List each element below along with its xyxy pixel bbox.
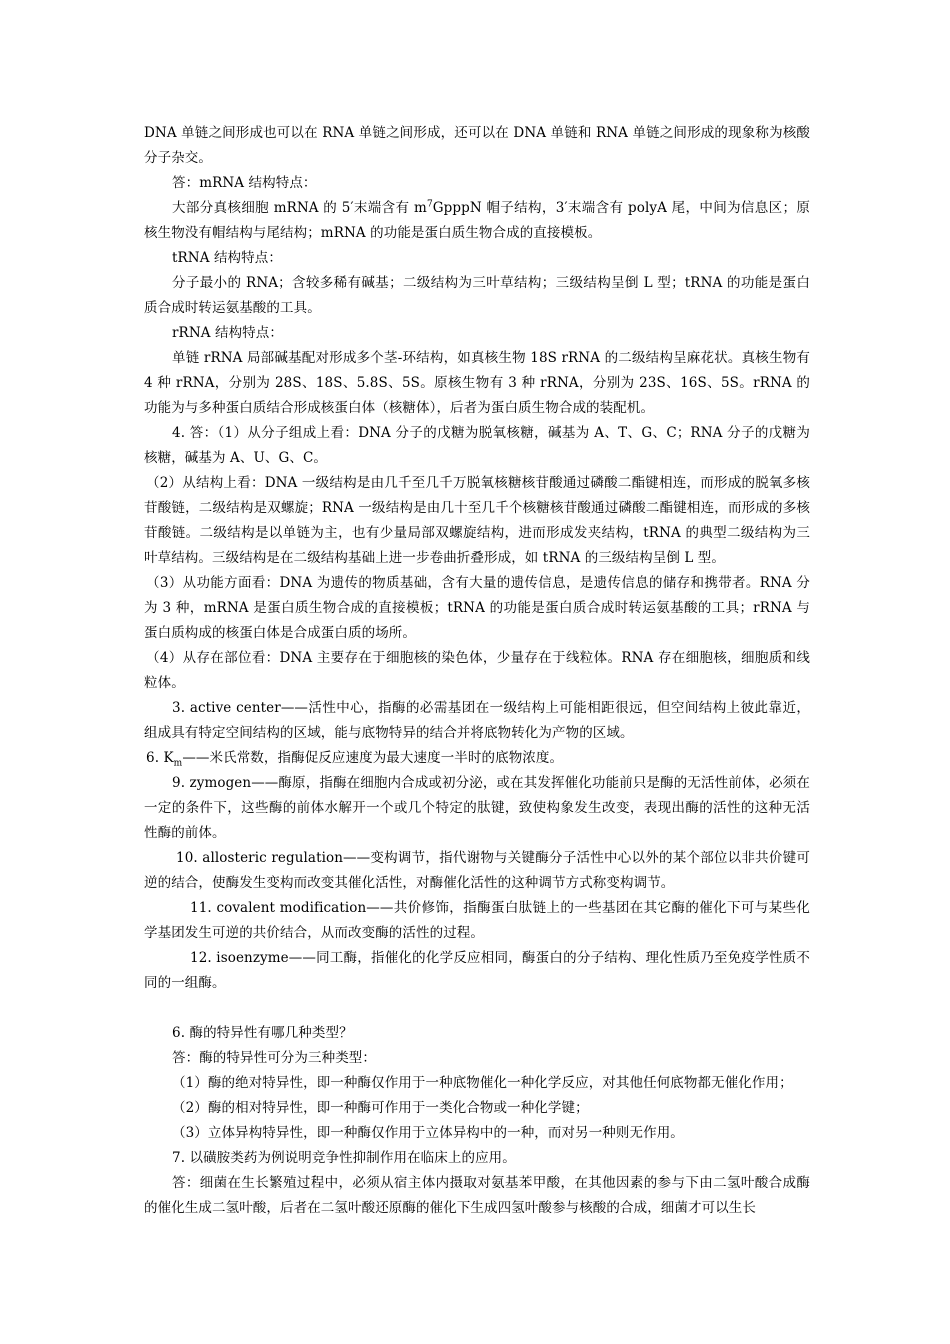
- paragraph-answer-6: 答：酶的特异性可分为三种类型：: [172, 1050, 376, 1066]
- paragraph-active-center: 3. active center——活性中心，指酶的必需基团在一级结构上可能相距很远，但空间结构上彼此靠近，组成具有特定空间结构的区域，能与底物特异的结合并将底物转化为产物的区域。: [144, 700, 810, 741]
- paragraph-isoenzyme: 12. isoenzyme——同工酶，指催化的化学反应相同，酶蛋白的分子结构、理化性质乃至免疫学性质不同的一组酶。: [144, 950, 810, 991]
- paragraph-question-7: 7. 以磺胺类药为例说明竞争性抑制作用在临床上的应用。: [172, 1150, 516, 1166]
- paragraph-answer-4-function: （3）从功能方面看：DNA 为遗传的物质基础，含有大量的遗传信息，是遗传信息的储存和携带者。RNA 分为 3 种，mRNA 是蛋白质生物合成的直接模板；tRNA 的功能是蛋白质合成时转运氨基酸的工具；rRNA 与蛋白质构成的核蛋白体是合成蛋白质的场所。: [144, 575, 810, 641]
- km-text-b: ——米氏常数，指酶促反应速度为最大速度一半时的底物浓度。: [182, 750, 564, 766]
- paragraph-answer-4-composition: 4. 答：（1）从分子组成上看：DNA 分子的戊糖为脱氧核糖，碱基为 A、T、G、C；RNA 分子的戊糖为核糖，碱基为 A、U、G、C。: [144, 425, 810, 466]
- paragraph-mrna-features: [144, 196, 810, 246]
- paragraph-trna-features: 分子最小的 RNA；含较多稀有碱基；二级结构为三叶草结构；三级结构呈倒 L 型；tRNA 的功能是蛋白质合成时转运氨基酸的工具。: [144, 275, 810, 316]
- paragraph-absolute-specificity: （1）酶的绝对特异性，即一种酶仅作用于一种底物催化一种化学反应，对其他任何底物都无催化作用；: [172, 1075, 793, 1091]
- paragraph-answer-4-structure: （2）从结构上看：DNA 一级结构是由几千至几千万脱氧核糖核苷酸通过磷酸二酯键相连，而形成的脱氧多核苷酸链，二级结构是双螺旋；RNA 一级结构是由几十至几千个核糖核苷酸通过磷酸二酯键相连，而形成的多核苷酸链。二级结构是以单链为主，也有少量局部双螺旋结构，进而形成发夹结构，tRNA 的典型二级结构为三叶草结构。三级结构是在二级结构基础上进一步卷曲折叠形成，如 tRNA 的三级结构呈倒 L 型。: [144, 475, 810, 566]
- paragraph-km: [144, 746, 810, 771]
- mrna-superscript: 7: [426, 199, 433, 210]
- mrna-text-b: GpppN 帽子结构，3′末端含有 polyA 尾，中间为信息区；原核生物没有帽结构与尾结构；mRNA 的功能是蛋白质生物合成的直接模板。: [144, 200, 810, 241]
- km-subscript: m: [173, 758, 183, 769]
- paragraph-question-6: 6. 酶的特异性有哪几种类型？: [172, 1025, 353, 1041]
- paragraph-mrna-heading: 答：mRNA 结构特点：: [172, 175, 317, 191]
- paragraph-trna-heading: tRNA 结构特点：: [172, 250, 282, 266]
- paragraph-relative-specificity: （2）酶的相对特异性，即一种酶可作用于一类化合物或一种化学键；: [172, 1100, 589, 1116]
- paragraph-zymogen: 9. zymogen——酶原，指酶在细胞内合成或初分泌，或在其发挥催化功能前只是酶的无活性前体，必须在一定的条件下，这些酶的前体水解开一个或几个特定的肽键，致使构象发生改变，表现出酶的活性的这种无活性酶的前体。: [144, 775, 810, 841]
- paragraph-hybridization: DNA 单链之间形成也可以在 RNA 单链之间形成，还可以在 DNA 单链和 RNA 单链之间形成的现象称为核酸分子杂交。: [144, 125, 810, 166]
- km-text-a: 6. K: [146, 750, 174, 766]
- paragraph-gap: [144, 996, 810, 1021]
- paragraph-rrna-features: 单链 rRNA 局部碱基配对形成多个茎-环结构，如真核生物 18S rRNA 的二级结构呈麻花状。真核生物有 4 种 rRNA，分别为 28S、18S、5.8S、5S。原核生物有 3 种 rRNA，分别为 23S、16S、5S。rRNA 的功能为与多种蛋白质结合形成核蛋白体（核糖体），后者为蛋白质生物合成的装配机。: [144, 350, 810, 416]
- paragraph-answer-4-location: （4）从存在部位看：DNA 主要存在于细胞核的染色体，少量存在于线粒体。RNA 存在细胞核，细胞质和线粒体。: [144, 650, 810, 691]
- paragraph-covalent-modification: 11. covalent modification——共价修饰，指酶蛋白肽链上的一些基团在其它酶的催化下可与某些化学基团发生可逆的共价结合，从而改变酶的活性的过程。: [144, 900, 810, 941]
- document-body: [144, 121, 810, 1221]
- paragraph-allosteric-regulation: 10. allosteric regulation——变构调节，指代谢物与关键酶分子活性中心以外的某个部位以非共价键可逆的结合，使酶发生变构而改变其催化活性，对酶催化活性的这种调节方式称变构调节。: [144, 850, 810, 891]
- paragraph-stereo-specificity: （3）立体异构特异性，即一种酶仅作用于立体异构中的一种，而对另一种则无作用。: [172, 1125, 684, 1141]
- paragraph-answer-7: 答：细菌在生长繁殖过程中，必须从宿主体内摄取对氨基苯甲酸，在其他因素的参与下由二氢叶酸合成酶的催化生成二氢叶酸，后者在二氢叶酸还原酶的催化下生成四氢叶酸参与核酸的合成，细菌才可以生长: [144, 1175, 810, 1216]
- paragraph-rrna-heading: rRNA 结构特点：: [172, 325, 283, 341]
- mrna-text-a: 大部分真核细胞 mRNA 的 5′末端含有 m: [172, 200, 427, 216]
